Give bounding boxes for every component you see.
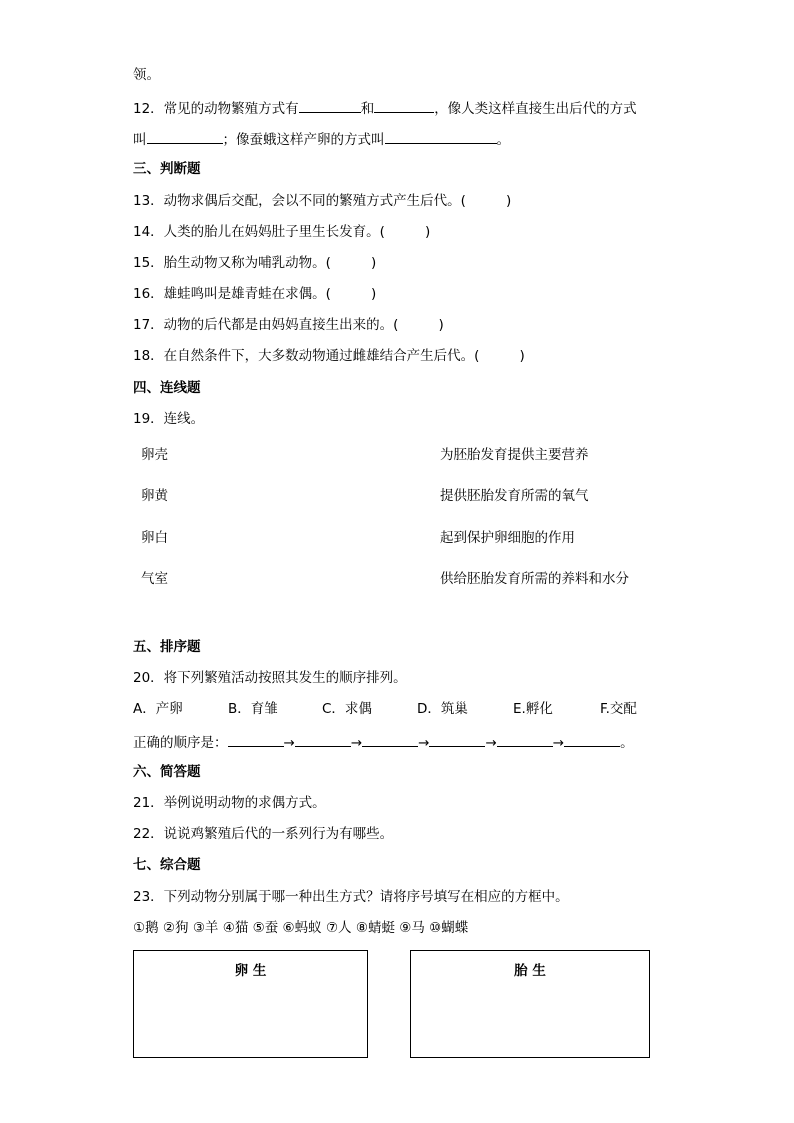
order-blank[interactable] <box>497 732 553 747</box>
animal-item: ②狗 <box>162 920 189 936</box>
option-c: C．求偶 <box>322 701 372 717</box>
animal-item: ①鹅 <box>133 920 159 936</box>
section-3-heading: 三、判断题 <box>133 161 201 177</box>
animal-list <box>133 919 468 937</box>
question-19: 19．连线。 <box>133 411 205 427</box>
match-right-item[interactable]: 起到保护卵细胞的作用 <box>440 530 575 546</box>
section-7-heading: 七、综合题 <box>133 857 201 873</box>
answer-blank[interactable] <box>385 129 497 144</box>
question-22: 22．说说鸡繁殖后代的一系列行为有哪些。 <box>133 826 394 842</box>
viviparous-box[interactable] <box>410 950 650 1058</box>
match-right-item[interactable]: 为胚胎发育提供主要营养 <box>440 447 589 463</box>
order-blank[interactable] <box>362 732 418 747</box>
order-answer-line: 正确的顺序是： → → → → → 。 <box>133 732 634 752</box>
match-right-item[interactable]: 提供胚胎发育所需的氧气 <box>440 488 589 504</box>
judge-question: 17．动物的后代都是由妈妈直接生出来的。( ) <box>133 317 444 333</box>
question-11-tail: 领。 <box>133 67 160 83</box>
match-right-item[interactable]: 供给胚胎发育所需的养料和水分 <box>440 571 629 587</box>
animal-item: ⑤蚕 <box>252 920 279 936</box>
match-left-item[interactable]: 卵壳 <box>141 447 168 463</box>
match-left-item[interactable]: 卵白 <box>141 530 168 546</box>
match-left-item[interactable]: 气室 <box>141 571 168 587</box>
judge-question: 14．人类的胎儿在妈妈肚子里生长发育。( ) <box>133 224 431 240</box>
order-blank[interactable] <box>228 732 284 747</box>
animal-item: ⑥蚂蚁 <box>282 920 322 936</box>
question-23: 23．下列动物分别属于哪一种出生方式？请将序号填写在相应的方框中。 <box>133 889 569 905</box>
answer-blank[interactable] <box>374 98 434 113</box>
animal-item: ⑦人 <box>325 920 352 936</box>
section-6-heading: 六、简答题 <box>133 764 201 780</box>
option-d: D．筑巢 <box>417 701 468 717</box>
order-blank[interactable] <box>564 732 620 747</box>
question-12-line1: 12．常见的动物繁殖方式有 和 ，像人类这样直接生出后代的方式 <box>133 98 637 118</box>
judge-question: 15．胎生动物又称为哺乳动物。( ) <box>133 255 377 271</box>
animal-item: ④猫 <box>222 920 249 936</box>
order-blank[interactable] <box>295 732 351 747</box>
viviparous-box-title: 胎 生 <box>514 963 546 979</box>
match-left-item[interactable]: 卵黄 <box>141 488 168 504</box>
section-5-heading: 五、排序题 <box>133 639 201 655</box>
option-e: E.孵化 <box>513 701 553 717</box>
judge-question: 13．动物求偶后交配，会以不同的繁殖方式产生后代。( ) <box>133 193 512 209</box>
answer-blank[interactable] <box>147 129 223 144</box>
judge-question: 16．雄蛙鸣叫是雄青蛙在求偶。( ) <box>133 286 377 302</box>
oviparous-box[interactable] <box>133 950 368 1058</box>
animal-item: ⑩蝴蝶 <box>429 920 469 936</box>
option-b: B．育雏 <box>228 701 278 717</box>
oviparous-box-title: 卵 生 <box>234 963 267 979</box>
option-a: A．产卵 <box>133 701 183 717</box>
animal-item: ⑧蜻蜓 <box>355 920 395 936</box>
section-4-heading: 四、连线题 <box>133 380 201 396</box>
answer-blank[interactable] <box>299 98 361 113</box>
judge-question: 18．在自然条件下，大多数动物通过雌雄结合产生后代。( ) <box>133 348 525 364</box>
animal-item: ③羊 <box>192 920 219 936</box>
question-12-line2: 叫 ；像蚕蛾这样产卵的方式叫 。 <box>133 129 510 149</box>
question-21: 21．举例说明动物的求偶方式。 <box>133 795 326 811</box>
option-f: F.交配 <box>600 701 637 717</box>
animal-item: ⑨马 <box>399 920 425 936</box>
order-blank[interactable] <box>429 732 485 747</box>
question-20: 20．将下列繁殖活动按照其发生的顺序排列。 <box>133 670 407 686</box>
